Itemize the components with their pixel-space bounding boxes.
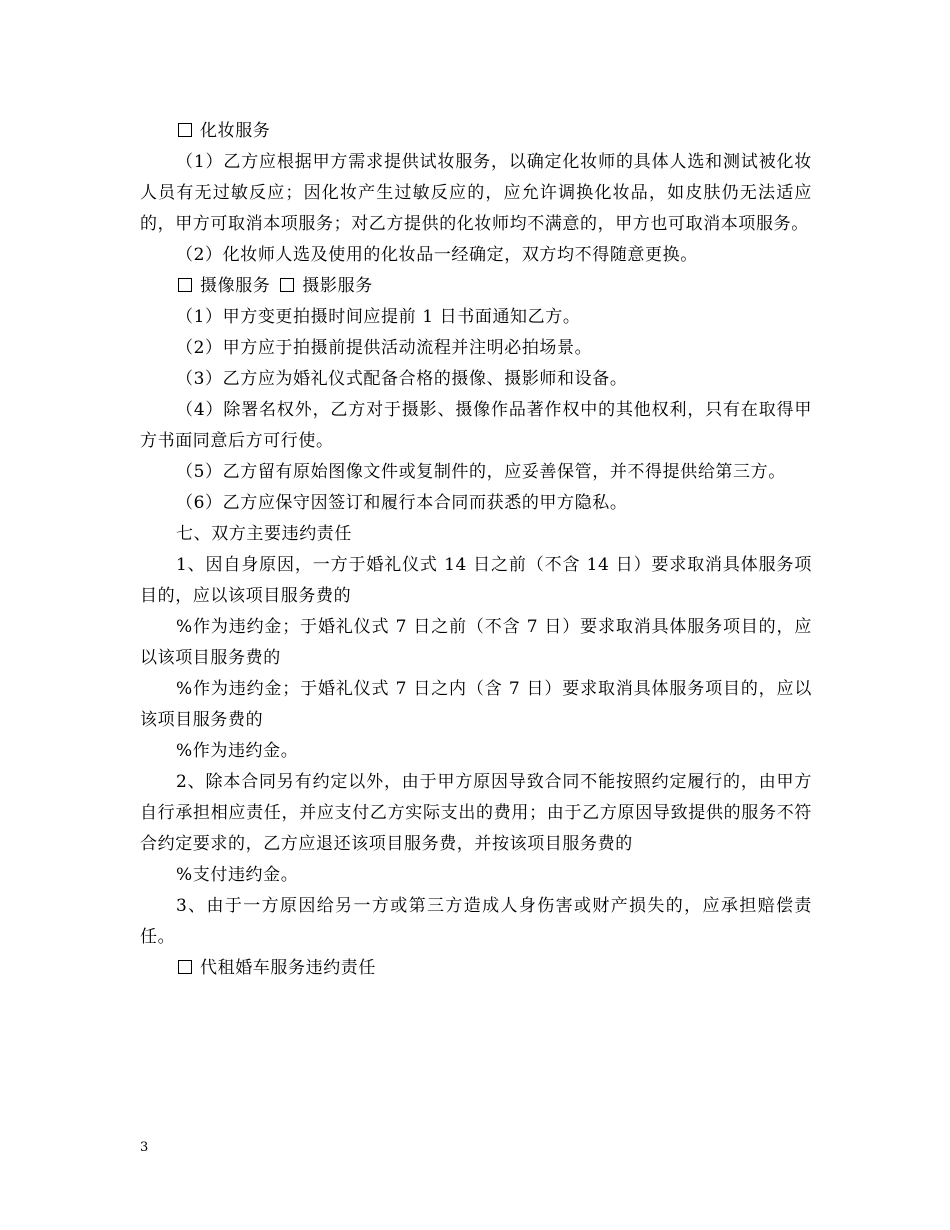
checkbox-label: 摄影服务 [302,276,373,296]
paragraph: 1、因自身原因，一方于婚礼仪式 14 日之前（不含 14 日）要求取消具体服务项目的，应以该项目服务费的 [140,555,812,606]
paragraph: 3、由于一方原因给另一方或第三方造成人身伤害或财产损失的，应承担赔偿责任。 [140,896,812,947]
paragraph: （4）除署名权外，乙方对于摄影、摄像作品著作权中的其他权利，只有在取得甲方书面同意后方可行使。 [140,400,812,451]
paragraph: %支付违约金。 [176,865,299,885]
checkbox-label: 代租婚车服务违约责任 [200,958,376,978]
paragraph: （3）乙方应为婚礼仪式配备合格的摄像、摄影师和设备。 [176,369,628,389]
paragraph: （6）乙方应保守因签订和履行本合同而获悉的甲方隐私。 [176,493,628,513]
paragraph: （1）乙方应根据甲方需求提供试妆服务，以确定化妆师的具体人选和测试被化妆人员有无过敏反应；因化妆产生过敏反应的，应允许调换化妆品，如皮肤仍无法适应的，甲方可取消本项服务；对乙方提供的化妆师均不满意的，甲方也可取消本项服务。 [140,152,812,234]
paragraph: %作为违约金。 [176,741,299,761]
paragraph: （5）乙方留有原始图像文件或复制件的，应妥善保管，并不得提供给第三方。 [176,462,786,482]
checkbox-icon[interactable] [178,278,192,292]
paragraph: （2）化妆师人选及使用的化妆品一经确定，双方均不得随意更换。 [176,245,698,265]
checkbox-icon[interactable] [178,960,192,974]
checkbox-line-car-rental [140,953,812,984]
paragraph: %作为违约金；于婚礼仪式 7 日之内（含 7 日）要求取消具体服务项目的，应以该项目服务费的 [140,679,812,730]
checkbox-line-video-photo [140,271,812,302]
checkbox-label: 摄像服务 [200,276,271,296]
paragraph: %作为违约金；于婚礼仪式 7 日之前（不含 7 日）要求取消具体服务项目的，应以该项目服务费的 [140,617,812,668]
section-heading: 七、双方主要违约责任 [176,524,352,544]
checkbox-label: 化妆服务 [200,121,271,141]
checkbox-line-makeup [140,116,812,147]
paragraph: （2）甲方应于拍摄前提供活动流程并注明必拍场景。 [176,338,593,358]
checkbox-icon[interactable] [178,123,192,137]
paragraph: （1）甲方变更拍摄时间应提前 1 日书面通知乙方。 [176,307,581,327]
checkbox-icon[interactable] [280,278,294,292]
page-number: 3 [140,1140,149,1155]
document-body [140,116,812,984]
paragraph: 2、除本合同另有约定以外，由于甲方原因导致合同不能按照约定履行的，由甲方自行承担相应责任，并应支付乙方实际支出的费用；由于乙方原因导致提供的服务不符合约定要求的，乙方应退还该项目服务费，并按该项目服务费的 [140,772,812,854]
